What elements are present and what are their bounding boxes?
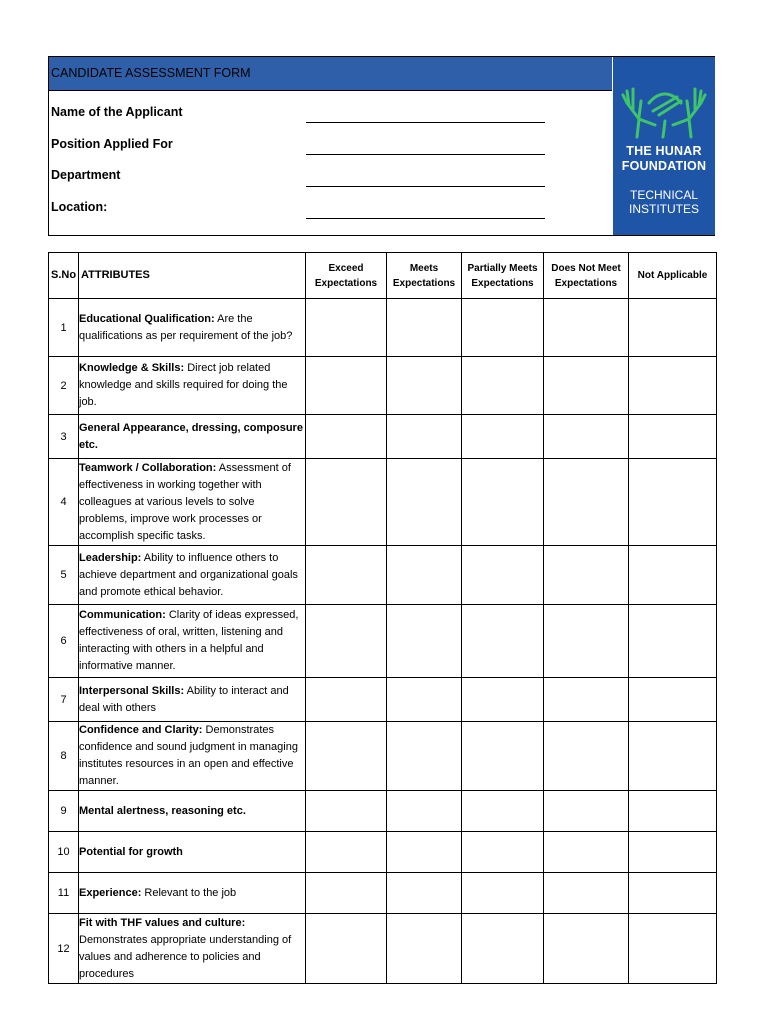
attribute-name: Communication:	[79, 609, 166, 621]
attribute-description: Are the qualifications as per requirement of the job?	[79, 312, 293, 342]
rating-cell-partially[interactable]	[462, 357, 544, 415]
row-sno: 1	[49, 299, 79, 357]
rating-cell-exceed[interactable]	[306, 357, 387, 415]
attribute-description: Demonstrates appropriate understanding of values and adherence to policies and procedures	[79, 933, 292, 980]
header-does-not-line1: Does Not Meet	[551, 262, 621, 274]
logo-sub-line1: TECHNICAL	[629, 188, 698, 202]
row-attribute	[79, 605, 306, 678]
logo-name	[613, 144, 715, 174]
table-row	[49, 357, 717, 415]
rating-cell-meets[interactable]	[387, 459, 462, 546]
rating-cell-exceed[interactable]	[306, 415, 387, 459]
table-row	[49, 415, 717, 459]
attribute-name: Interpersonal Skills:	[79, 684, 185, 697]
rating-cell-not-applicable[interactable]	[629, 357, 717, 415]
rating-cell-partially[interactable]	[462, 299, 544, 357]
attribute-name: Mental alertness, reasoning etc.	[79, 804, 246, 817]
rating-cell-not-applicable[interactable]	[629, 914, 717, 984]
attribute-name: General Appearance, dressing, composure etc.	[79, 421, 303, 451]
rating-cell-exceed[interactable]	[306, 832, 387, 873]
rating-cell-exceed[interactable]	[306, 873, 387, 914]
field-label-applicant-name: Name of the Applicant	[51, 105, 183, 119]
row-sno: 6	[49, 605, 79, 678]
field-label-department: Department	[51, 168, 121, 182]
row-attribute	[79, 415, 306, 459]
row-sno: 9	[49, 791, 79, 832]
row-attribute	[79, 546, 306, 605]
row-sno: 5	[49, 546, 79, 605]
row-sno: 8	[49, 722, 79, 791]
header-partially-line1: Partially Meets	[467, 262, 538, 274]
logo-name-line1: THE HUNAR	[626, 144, 702, 158]
table-row	[49, 873, 717, 914]
attribute-name: Fit with THF values and culture:	[79, 916, 246, 929]
rating-cell-partially[interactable]	[462, 605, 544, 678]
rating-cell-exceed[interactable]	[306, 791, 387, 832]
header-exceed-expectations	[306, 253, 387, 299]
row-attribute	[79, 832, 306, 873]
attribute-description: Ability to influence others to achieve department and organizational goals and promote ethical behavior.	[79, 551, 298, 598]
rating-cell-does-not-meet[interactable]	[544, 914, 629, 984]
header-partially-meets	[462, 253, 544, 299]
row-sno: 4	[49, 459, 79, 546]
table-body	[49, 299, 717, 984]
rating-cell-partially[interactable]	[462, 415, 544, 459]
rating-cell-partially[interactable]	[462, 722, 544, 791]
table-row	[49, 299, 717, 357]
header-exceed-line1: Exceed	[328, 262, 364, 274]
form-header	[48, 56, 715, 236]
header-sno: S.No	[49, 253, 79, 299]
rating-cell-partially[interactable]	[462, 873, 544, 914]
assessment-table	[48, 252, 717, 984]
form-title: CANDIDATE ASSESSMENT FORM	[49, 57, 612, 91]
row-sno: 12	[49, 914, 79, 984]
attribute-description: Relevant to the job	[141, 886, 237, 899]
row-attribute	[79, 299, 306, 357]
rating-cell-exceed[interactable]	[306, 914, 387, 984]
rating-cell-does-not-meet[interactable]	[544, 459, 629, 546]
department-field[interactable]	[306, 186, 545, 187]
row-attribute	[79, 914, 306, 984]
rating-cell-does-not-meet[interactable]	[544, 605, 629, 678]
rating-cell-not-applicable[interactable]	[629, 791, 717, 832]
row-attribute	[79, 678, 306, 722]
header-partially-line2: Expectations	[471, 277, 534, 289]
rating-cell-meets[interactable]	[387, 415, 462, 459]
rating-cell-not-applicable[interactable]	[629, 832, 717, 873]
rating-cell-does-not-meet[interactable]	[544, 357, 629, 415]
rating-cell-partially[interactable]	[462, 678, 544, 722]
rating-cell-partially[interactable]	[462, 832, 544, 873]
rating-cell-not-applicable[interactable]	[629, 546, 717, 605]
table-row	[49, 832, 717, 873]
header-does-not-meet	[544, 253, 629, 299]
hands-icon	[619, 81, 709, 139]
header-meets-line1: Meets	[409, 262, 439, 274]
rating-cell-does-not-meet[interactable]	[544, 299, 629, 357]
header-meets-expectations	[387, 253, 462, 299]
position-field[interactable]	[306, 154, 545, 155]
rating-cell-does-not-meet[interactable]	[544, 546, 629, 605]
attribute-name: Knowledge & Skills:	[79, 362, 185, 374]
field-label-position: Position Applied For	[51, 137, 173, 151]
rating-cell-exceed[interactable]	[306, 605, 387, 678]
attribute-name: Potential for growth	[79, 845, 183, 858]
attribute-description: Assessment of effectiveness in working together with colleagues at various levels to solve problems, improve work processes or accomplish specific tasks.	[79, 461, 291, 542]
attribute-name: Teamwork / Collaboration:	[79, 461, 217, 474]
row-sno: 3	[49, 415, 79, 459]
table-row	[49, 678, 717, 722]
rating-cell-exceed[interactable]	[306, 546, 387, 605]
rating-cell-meets[interactable]	[387, 605, 462, 678]
rating-cell-meets[interactable]	[387, 357, 462, 415]
row-sno: 2	[49, 357, 79, 415]
attribute-description: Clarity of ideas expressed, effectiveness of oral, written, listening and interacting with others in a helpful and informative manner.	[79, 609, 299, 672]
rating-cell-partially[interactable]	[462, 459, 544, 546]
rating-cell-not-applicable[interactable]	[629, 299, 717, 357]
applicant-name-field[interactable]	[306, 122, 545, 123]
row-attribute	[79, 873, 306, 914]
logo-name-line2: FOUNDATION	[621, 159, 707, 173]
rating-cell-not-applicable[interactable]	[629, 873, 717, 914]
row-attribute	[79, 722, 306, 791]
header-attributes: ATTRIBUTES	[79, 253, 306, 299]
hunar-foundation-logo	[613, 57, 715, 235]
attribute-name: Leadership:	[79, 551, 142, 564]
table-row	[49, 605, 717, 678]
rating-cell-meets[interactable]	[387, 873, 462, 914]
rating-cell-exceed[interactable]	[306, 459, 387, 546]
attribute-name: Confidence and Clarity:	[79, 724, 203, 736]
logo-sub-line2: INSTITUTES	[628, 202, 699, 216]
rating-cell-not-applicable[interactable]	[629, 605, 717, 678]
location-field[interactable]	[306, 218, 545, 219]
rating-cell-does-not-meet[interactable]	[544, 722, 629, 791]
table-row	[49, 546, 717, 605]
rating-cell-partially[interactable]	[462, 546, 544, 605]
header-not-applicable	[629, 253, 717, 299]
rating-cell-meets[interactable]	[387, 546, 462, 605]
field-label-location: Location:	[51, 200, 108, 214]
rating-cell-not-applicable[interactable]	[629, 678, 717, 722]
row-sno: 11	[49, 873, 79, 914]
logo-subtitle	[613, 188, 715, 216]
header-na-line1: Not Applicable	[637, 270, 708, 281]
header-does-not-line2: Expectations	[554, 277, 618, 289]
header-exceed-line2: Expectations	[314, 277, 378, 289]
attribute-description: Ability to interact and deal with others	[79, 684, 289, 714]
rating-cell-partially[interactable]	[462, 791, 544, 832]
rating-cell-meets[interactable]	[387, 678, 462, 722]
rating-cell-does-not-meet[interactable]	[544, 415, 629, 459]
rating-cell-exceed[interactable]	[306, 299, 387, 357]
rating-cell-not-applicable[interactable]	[629, 722, 717, 791]
rating-cell-meets[interactable]	[387, 914, 462, 984]
rating-cell-does-not-meet[interactable]	[544, 832, 629, 873]
table-row	[49, 914, 717, 984]
rating-cell-does-not-meet[interactable]	[544, 678, 629, 722]
row-sno: 10	[49, 832, 79, 873]
table-header-row	[49, 253, 717, 299]
attribute-description: Direct job related knowledge and skills required for doing the job.	[79, 362, 288, 408]
attribute-name: Educational Qualification:	[79, 312, 215, 325]
table-row	[49, 722, 717, 791]
row-attribute	[79, 791, 306, 832]
rating-cell-exceed[interactable]	[306, 678, 387, 722]
rating-cell-not-applicable[interactable]	[629, 459, 717, 546]
rating-cell-meets[interactable]	[387, 791, 462, 832]
rating-cell-does-not-meet[interactable]	[544, 791, 629, 832]
rating-cell-meets[interactable]	[387, 832, 462, 873]
row-sno: 7	[49, 678, 79, 722]
table-row	[49, 791, 717, 832]
attribute-description: Demonstrates confidence and sound judgment in managing institutes resources in an open and effective manner.	[79, 724, 298, 787]
rating-cell-exceed[interactable]	[306, 722, 387, 791]
row-attribute	[79, 357, 306, 415]
attribute-name: Experience:	[79, 886, 142, 899]
header-meets-line2: Expectations	[392, 277, 456, 289]
rating-cell-does-not-meet[interactable]	[544, 873, 629, 914]
rating-cell-not-applicable[interactable]	[629, 415, 717, 459]
rating-cell-meets[interactable]	[387, 299, 462, 357]
rating-cell-partially[interactable]	[462, 914, 544, 984]
row-attribute	[79, 459, 306, 546]
table-row	[49, 459, 717, 546]
rating-cell-meets[interactable]	[387, 722, 462, 791]
